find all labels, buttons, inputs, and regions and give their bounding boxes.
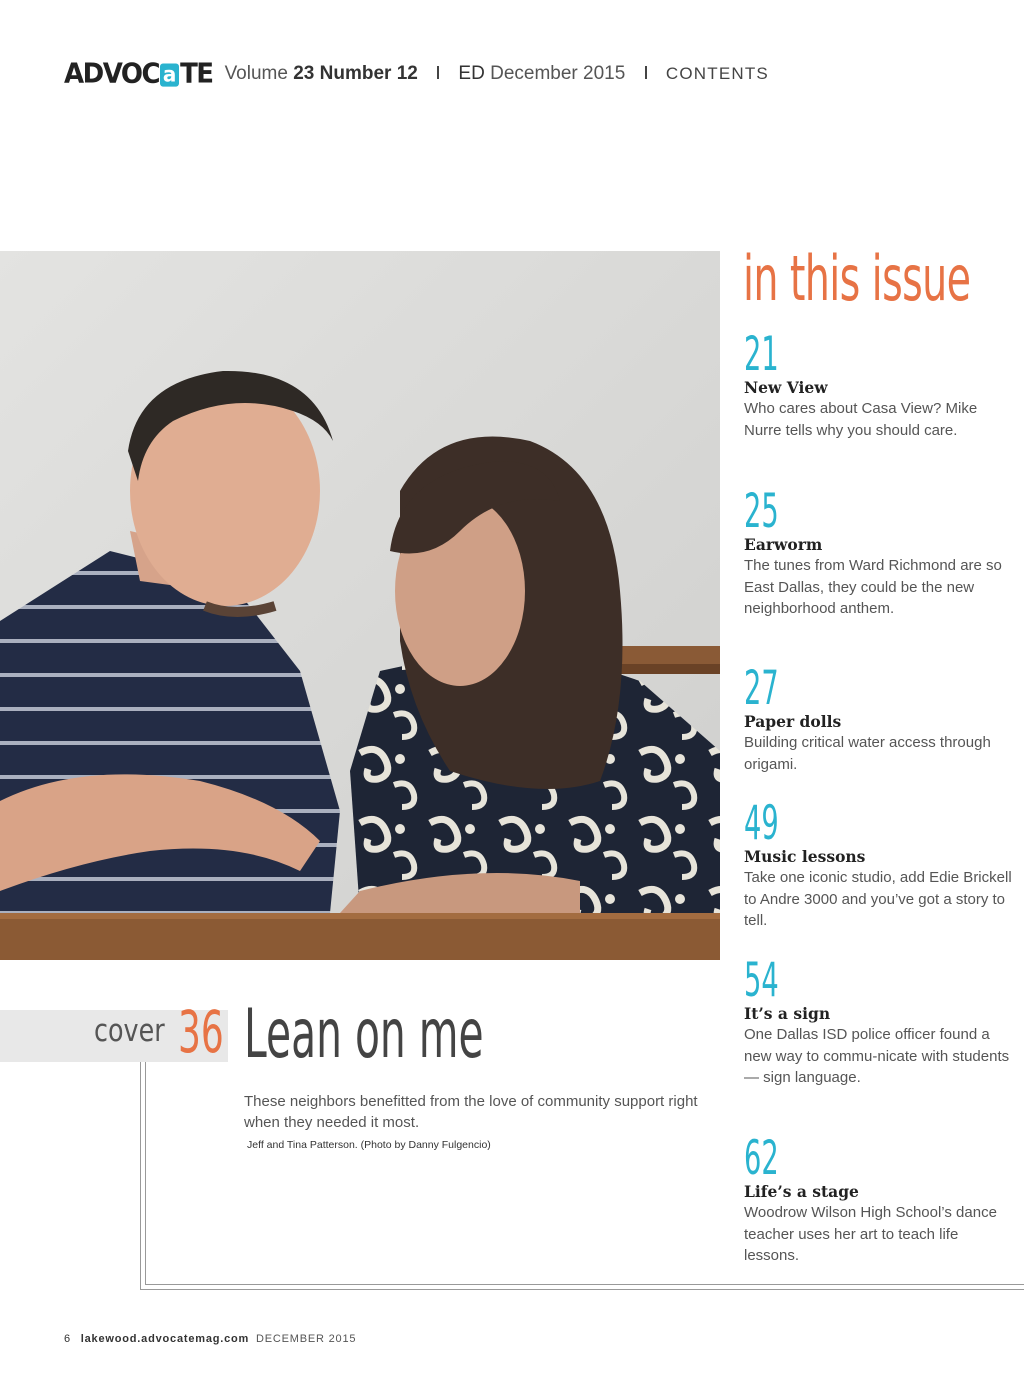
toc-page-number: 49 [744,796,779,851]
toc-heading: Life’s a stage [744,1182,859,1201]
advocate-logo: ADVOC a TE [64,58,213,90]
toc-description: Woodrow Wilson High School’s dance teacher uses her art to teach life lessons. [744,1204,997,1264]
toc-item[interactable] [744,1131,1014,1267]
toc-heading: Music lessons [744,847,866,866]
cover-photo [0,251,720,960]
divider [645,66,647,79]
frame-line [145,1062,146,1285]
toc-description: Who cares about Casa View? Mike Nurre tells why you should care. [744,400,978,439]
photo-caption: Jeff and Tina Patterson. (Photo by Danny Fulgencio) [247,1139,491,1151]
toc-item[interactable] [744,953,1014,1089]
toc-page-number: 54 [744,953,779,1008]
toc-description: Take one iconic studio, add Edie Brickell to Andre 3000 and you’ve got a story to tell. [744,869,1012,929]
number-label: Number [319,63,392,84]
divider [437,66,439,79]
toc-item[interactable] [744,796,1014,932]
frame-line [140,1062,141,1290]
cover-description: These neighbors benefitted from the love of community support right when they needed it most. [244,1093,698,1131]
issue-info [225,63,769,85]
toc-page-number: 21 [744,327,779,382]
toc-title: in this issue [743,242,971,315]
section-label: CONTENTS [665,64,769,83]
masthead [64,58,769,90]
toc-heading: Paper dolls [744,712,842,731]
toc-item[interactable] [744,327,1014,441]
toc-heading: Earworm [744,535,823,554]
toc-page-number: 27 [744,661,779,716]
toc-heading: New View [744,378,828,397]
toc-heading: It’s a sign [744,1004,831,1023]
toc-item[interactable] [744,484,1014,620]
edition-label: ED [458,63,485,84]
page-footer [64,1333,356,1345]
site-url[interactable]: lakewood.advocatemag.com [80,1333,250,1345]
cover-label: cover [94,1013,165,1049]
frame-line [140,1289,1024,1290]
logo-a-mark: a [160,64,179,87]
issue-date: December 2015 [490,63,626,84]
page-number: 6 [64,1333,71,1345]
volume-label: Volume [224,63,288,84]
toc-item[interactable] [744,661,1014,775]
toc-description: The tunes from Ward Richmond are so East Dallas, they could be the new neighborhood anthem. [744,557,1002,617]
cover-title[interactable]: Lean on me [244,995,484,1074]
volume-number: 23 [293,63,315,84]
toc-page-number: 25 [744,484,779,539]
toc-description: Building critical water access through origami. [744,734,991,773]
cover-photo-illustration [0,251,720,960]
frame-line [145,1284,1024,1285]
toc-page-number: 62 [744,1131,779,1186]
footer-date: DECEMBER 2015 [256,1333,357,1345]
issue-number: 12 [396,63,418,84]
cover-page-number[interactable]: 36 [178,998,224,1066]
toc-description: One Dallas ISD police officer found a new way to commu-nicate with students — sign language. [744,1026,1010,1086]
